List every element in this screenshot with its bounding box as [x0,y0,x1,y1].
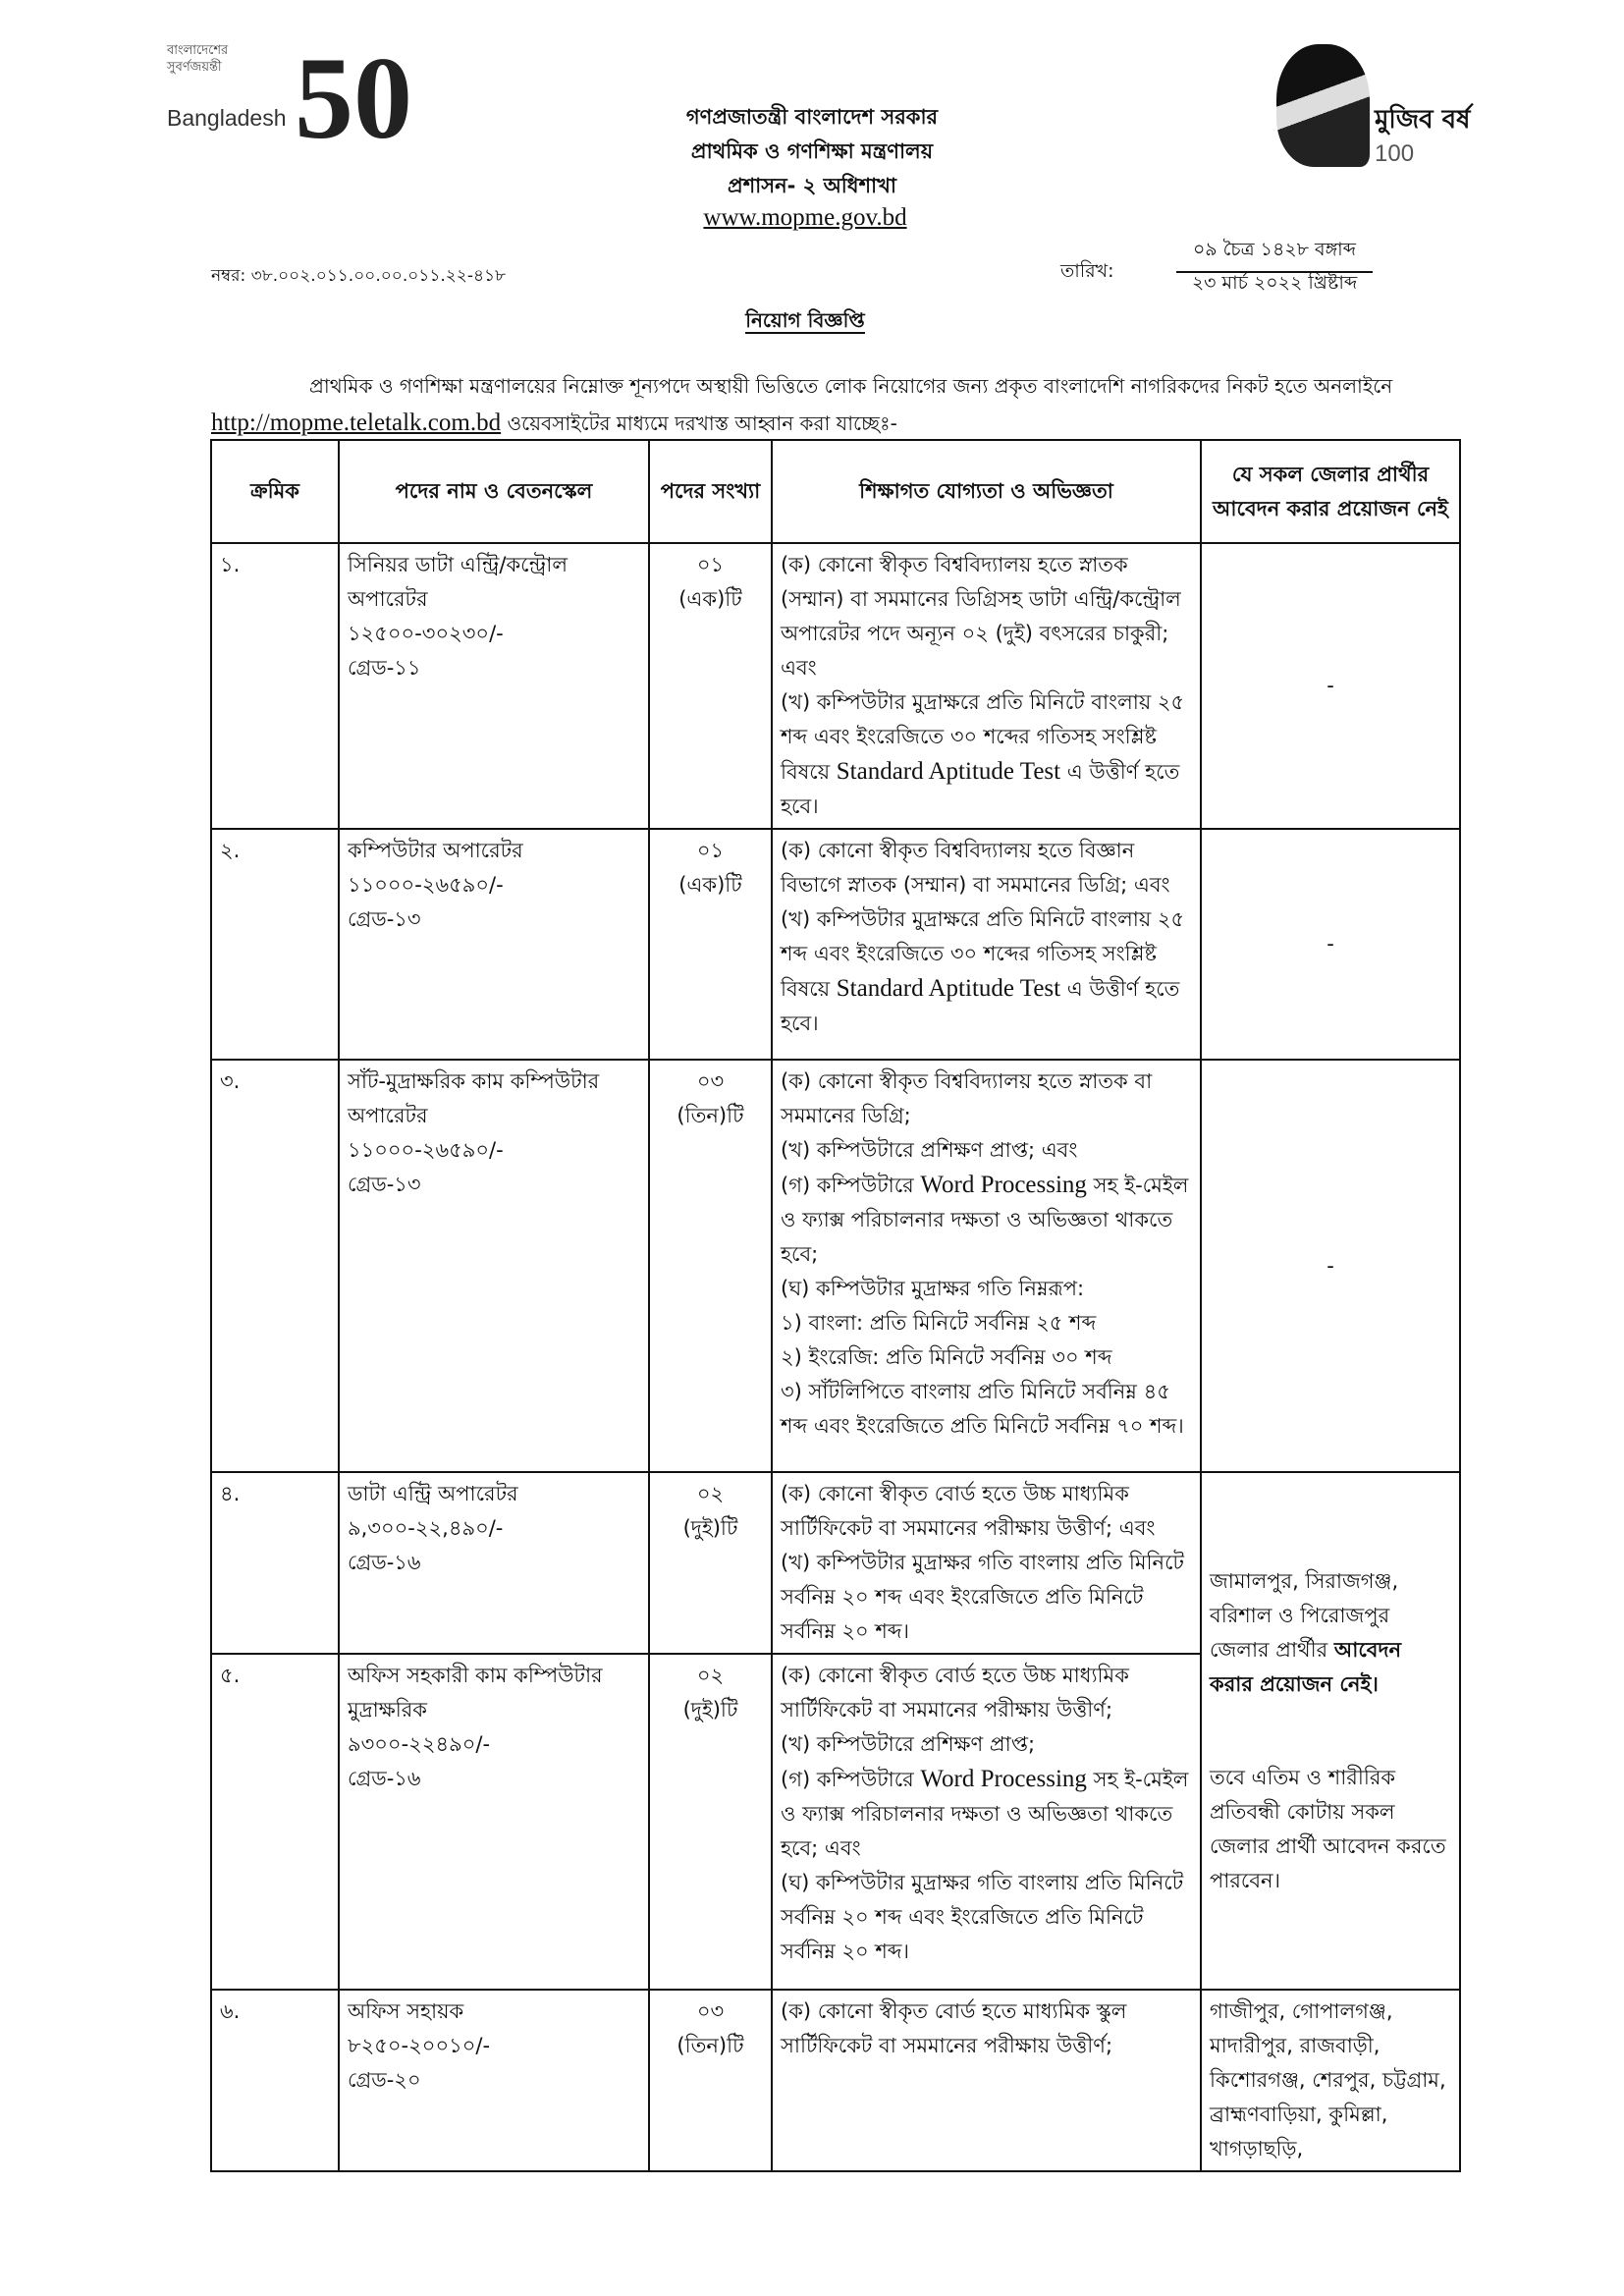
header-post: পদের নাম ও বেতনস্কেল [339,440,649,543]
count-line: ০১ [696,839,725,862]
post-line: গ্রেড-১১ [348,656,421,680]
excluded-districts-text: জামালপুর, সিরাজগঞ্জ, বরিশাল ও পিরোজপুর জেলার প্রার্থীর আবেদন করার প্রয়োজন নেই। [1210,1568,1402,1696]
qualification-item: (খ) কম্পিউটার মুদ্রাক্ষর গতি বাংলায় প্রতি মিনিটে সর্বনিম্ন ২০ শব্দ এবং ইংরেজিতে প্রতি মিনিটে সর্বনিম্ন ২০ শব্দ। [781,1551,1184,1643]
post-line: ১২৫০০-৩০২৩০/- [348,622,504,645]
count-line: ০২ [696,1482,725,1505]
memo-number: নম্বর: ৩৮.০০২.০১১.০০.০০.০১১.২২-৪১৮ [211,266,507,286]
qualification-item: (ক) কোনো স্বীকৃত বিশ্ববিদ্যালয় হতে স্নাতক বা সমমানের ডিগ্রি; [781,1069,1153,1127]
post-line: ডাটা এন্ট্রি অপারেটর [348,1482,518,1505]
post-line: গ্রেড-১৩ [348,907,421,931]
date-english: ২৩ মার্চ ২০২২ খ্রিষ্টাব্দ [1191,272,1358,294]
qualification-item: (খ) কম্পিউটার মুদ্রাক্ষরে প্রতি মিনিটে বাংলায় ২৫ শব্দ এবং ইংরেজিতে ৩০ শব্দের গতিসহ সংশ্লিষ্ট বিষয়ে Standard Aptitude Test এ উত্তীর্ণ হতে হবে। [781,907,1185,1035]
qualification-item: ১) বাংলা: প্রতি মিনিটে সর্বনিম্ন ২৫ শব্দ [781,1311,1097,1335]
notice-title: নিয়োগ বিজ্ঞপ্তি [745,308,865,332]
post-line: ১১০০০-২৬৫৯০/- [348,873,504,897]
qualification-item: ২) ইংরেজি: প্রতি মিনিটে সর্বনিম্ন ৩০ শব্দ [781,1345,1112,1369]
post-cell [339,829,649,1060]
serial-cell: ৬. [211,1990,339,2171]
post-line: গ্রেড-১৩ [348,1173,421,1196]
qualification-item: (গ) কম্পিউটারে Word Processing সহ ই-মেইল ও ফ্যাক্স পরিচালনার দক্ষতা ও অভিজ্ঞতা থাকতে হবে; [781,1172,1189,1266]
vacancy-table [210,439,1461,2172]
ministry-website-link[interactable]: www.mopme.gov.bd [703,204,907,231]
count-line: ০২ [696,1664,725,1687]
post-line: ৯৩০০-২২৪৯০/- [348,1732,491,1756]
post-line: কম্পিউটার অপারেটর [348,839,523,862]
excluded-districts-cell: - [1201,1060,1460,1472]
post-line: সাঁট-মুদ্রাক্ষরিক কাম কম্পিউটার অপারেটর [348,1069,600,1127]
post-cell [339,1060,649,1472]
qualification-cell [772,1060,1201,1472]
serial-cell: ১. [211,543,339,829]
teletalk-link[interactable]: http://mopme.teletalk.com.bd [211,410,502,436]
serial-cell: ২. [211,829,339,1060]
count-cell [649,543,772,829]
qualification-item: (ঘ) কম্পিউটার মুদ্রাক্ষর গতি বাংলায় প্রতি মিনিটে সর্বনিম্ন ২০ শব্দ এবং ইংরেজিতে প্রতি মিনিটে সর্বনিম্ন ২০ শব্দ। [781,1871,1184,1963]
post-line: গ্রেড-১৬ [348,1551,421,1574]
qualification-cell [772,1990,1201,2171]
count-line: ০৩ [696,1999,725,2023]
post-line: ৮২৫০-২০০১০/- [348,2034,491,2057]
count-cell [649,829,772,1060]
qualification-item: (ক) কোনো স্বীকৃত বিশ্ববিদ্যালয় হতে বিজ্ঞান বিভাগে স্নাতক (সম্মান) বা সমমানের ডিগ্রি; এবং [781,839,1170,897]
serial-cell: ৪. [211,1472,339,1654]
mujib-100-logo: মুজিব বর্ষ 100 [1267,44,1483,191]
header-count: পদের সংখ্যা [649,440,772,543]
count-line: (তিন)টি [677,1104,744,1127]
qualification-item: (ক) কোনো স্বীকৃত বোর্ড হতে উচ্চ মাধ্যমিক সার্টিফিকেট বা সমমানের পরীক্ষায় উত্তীর্ণ; এবং [781,1482,1156,1540]
post-cell [339,1472,649,1654]
qualification-cell [772,829,1201,1060]
table-row [211,829,1460,1060]
count-line: ০১ [696,553,725,576]
qualification-cell [772,1654,1201,1990]
bangladesh-50-logo: বাংলাদেশের সুবর্ণজয়ন্তী Bangladesh 50 [167,32,412,163]
count-cell [649,1472,772,1654]
count-cell [649,1060,772,1472]
date-block: তারিখ: ০৯ চৈত্র ১৪২৮ বঙ্গাব্দ ২৩ মার্চ ২০২২ খ্রিষ্টাব্দ [1060,236,1384,304]
qualification-item: (খ) কম্পিউটারে প্রশিক্ষণ প্রাপ্ত; [781,1732,1036,1756]
header-serial: ক্রমিক [211,440,339,543]
ministry-name: প্রাথমিক ও গণশিক্ষা মন্ত্রণালয় [690,139,934,163]
division-name: প্রশাসন- ২ অধিশাখা [728,174,896,197]
post-line: ৯,৩০০-২২,৪৯০/- [348,1516,504,1540]
table-row [211,543,1460,829]
qualification-item: ৩) সাঁটলিপিতে বাংলায় প্রতি মিনিটে সর্বনিম্ন ৪৫ শব্দ এবং ইংরেজিতে প্রতি মিনিটে সর্বনিম্ন ৭০ শব্দ। [781,1380,1184,1438]
post-line: ১১০০০-২৬৫৯০/- [348,1138,504,1162]
serial-cell: ৫. [211,1654,339,1990]
count-line: ০৩ [696,1069,725,1093]
count-cell [649,1990,772,2171]
count-line: (এক)টি [678,587,742,611]
qualification-item: (গ) কম্পিউটারে Word Processing সহ ই-মেইল ও ফ্যাক্স পরিচালনার দক্ষতা ও অভিজ্ঞতা থাকতে হবে; এবং [781,1766,1189,1860]
qualification-item: (ক) কোনো স্বীকৃত বিশ্ববিদ্যালয় হতে স্নাতক (সম্মান) বা সমমানের ডিগ্রিসহ ডাটা এন্ট্রি/কন্ট্রোল অপারেটর পদে অন্যূন ০২ (দুই) বৎসরের চাকুরী; এবং [781,553,1181,680]
serial-cell: ৩. [211,1060,339,1472]
qualification-item: (খ) কম্পিউটার মুদ্রাক্ষরে প্রতি মিনিটে বাংলায় ২৫ শব্দ এবং ইংরেজিতে ৩০ শব্দের গতিসহ সংশ্লিষ্ট বিষয়ে Standard Aptitude Test এ উত্তীর্ণ হতে হবে। [781,690,1185,818]
excluded-districts-cell [1201,1472,1460,1990]
header-excluded-districts: যে সকল জেলার প্রার্থীর আবেদন করার প্রয়োজন নেই [1201,440,1460,543]
table-row [211,1060,1460,1472]
excluded-districts-cell: - [1201,829,1460,1060]
qualification-item: (ক) কোনো স্বীকৃত বোর্ড হতে মাধ্যমিক স্কুল সার্টিফিকেট বা সমমানের পরীক্ষায় উত্তীর্ণ; [781,1999,1127,2057]
post-line: অফিস সহকারী কাম কম্পিউটার মুদ্রাক্ষরিক [348,1664,603,1722]
table-row [211,1472,1460,1654]
excluded-districts-cell: গাজীপুর, গোপালগঞ্জ, মাদারীপুর, রাজবাড়ী, কিশোরগঞ্জ, শেরপুর, চট্টগ্রাম, ব্রাহ্মণবাড়িয়া, কুমিল্লা, খাগড়াছড়ি, [1201,1990,1460,2171]
qualification-cell [772,1472,1201,1654]
excluded-districts-cell: - [1201,543,1460,829]
qualification-item: (ক) কোনো স্বীকৃত বোর্ড হতে উচ্চ মাধ্যমিক সার্টিফিকেট বা সমমানের পরীক্ষায় উত্তীর্ণ; [781,1664,1129,1722]
count-line: (দুই)টি [682,1698,738,1722]
intro-paragraph: প্রাথমিক ও গণশিক্ষা মন্ত্রণালয়ের নিম্নোক্ত শূন্যপদে অস্থায়ী ভিত্তিতে লোক নিয়োগের জন্য প্রকৃত বাংলাদেশি নাগরিকদের নিকট হতে অনলাইনে http://mopme.teletalk.com.bd ওয়েবসাইটের মাধ্যমে দরখাস্ত আহ্বান করা যাচ্ছেঃ- [211,374,1393,436]
date-bangla: ০৯ চৈত্র ১৪২৮ বঙ্গাব্দ [1176,236,1373,273]
table-row [211,1990,1460,2171]
qualification-cell [772,543,1201,829]
post-line: গ্রেড-২০ [348,2068,421,2092]
count-line: (দুই)টি [682,1516,738,1540]
header-qualification: শিক্ষাগত যোগ্যতা ও অভিজ্ঞতা [772,440,1201,543]
post-cell [339,1990,649,2171]
qualification-item: (খ) কম্পিউটারে প্রশিক্ষণ প্রাপ্ত; এবং [781,1138,1078,1162]
count-cell [649,1654,772,1990]
government-name: গণপ্রজাতন্ত্রী বাংলাদেশ সরকার [685,105,939,129]
quota-note: তবে এতিম ও শারীরিক প্রতিবন্ধী কোটায় সকল জেলার প্রার্থী আবেদন করতে পারবেন। [1210,1765,1446,1892]
post-cell [339,543,649,829]
post-line: সিনিয়র ডাটা এন্ট্রি/কন্ট্রোল অপারেটর [348,553,568,611]
post-line: গ্রেড-১৬ [348,1767,421,1790]
count-line: (এক)টি [678,873,742,897]
table-header-row [211,440,1460,543]
count-line: (তিন)টি [677,2034,744,2057]
post-cell [339,1654,649,1990]
post-line: অফিস সহায়ক [348,1999,464,2023]
qualification-item: (ঘ) কম্পিউটার মুদ্রাক্ষর গতি নিম্নরূপ: [781,1277,1085,1300]
